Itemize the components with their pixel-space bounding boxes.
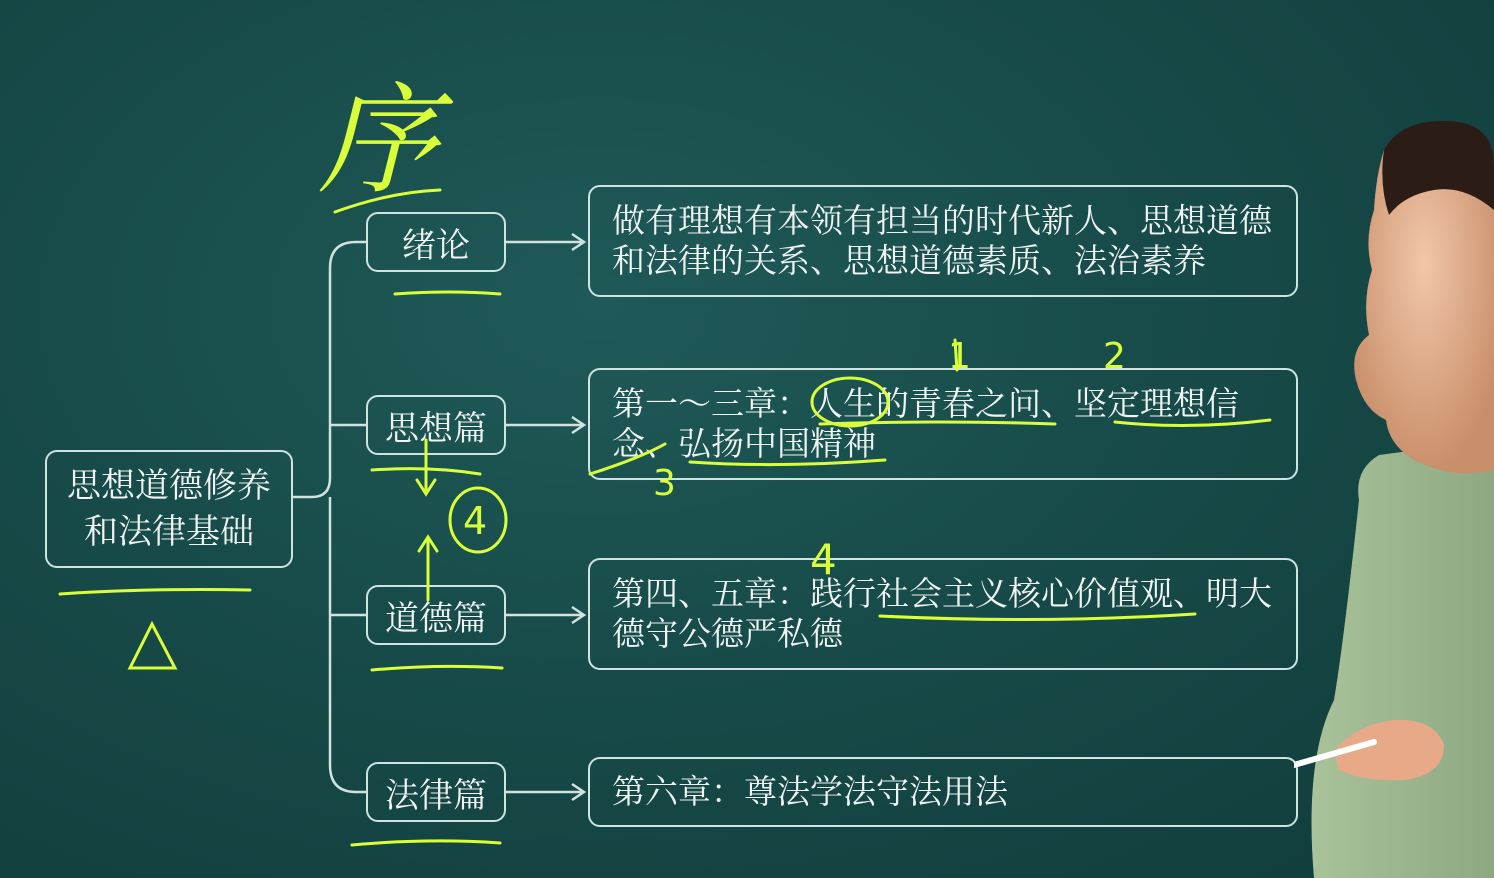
description-law: [588, 757, 1298, 827]
category-law: [366, 762, 506, 822]
category-intro: [366, 212, 506, 272]
triangle-mark: [130, 624, 175, 668]
description-morality: [588, 558, 1298, 670]
number-two: 2: [1103, 336, 1126, 377]
number-four: 4: [810, 535, 837, 584]
category-label: 绪论: [402, 225, 470, 266]
number-circle: [450, 488, 506, 552]
description-text: 第六章：尊法学法守法用法: [612, 772, 1008, 811]
morality-underline: [372, 666, 502, 670]
number-three: 3: [653, 463, 676, 504]
arrow-1: [506, 234, 584, 250]
title-underline: [60, 590, 250, 595]
presenter-figure: [1294, 0, 1494, 878]
circled-number-text: 4: [463, 499, 488, 543]
category-label: 思想篇: [385, 408, 487, 449]
thought-underline: [372, 469, 480, 474]
arrow-2: [506, 417, 584, 433]
category-label: 法律篇: [385, 775, 487, 816]
description-text: 第一～三章：人生的青春之问、坚定理想信念、弘扬中国精神: [612, 384, 1239, 463]
description-thought: [588, 368, 1298, 480]
description-text: 做有理想有本领有担当的时代新人、思想道德和法律的关系、思想道德素质、法治素养: [612, 201, 1272, 280]
vertical-tick: [955, 340, 957, 370]
law-underline: [352, 841, 500, 845]
category-morality: [366, 585, 506, 645]
description-intro: [588, 185, 1298, 297]
intro-underline: [395, 292, 500, 294]
intro-underline-top: [335, 190, 440, 212]
root-node: [45, 450, 293, 568]
handwritten-char: 序: [318, 72, 438, 211]
description-text: 第四、五章：践行社会主义核心价值观、明大德守公德严私德: [612, 574, 1272, 653]
root-connector: [293, 242, 366, 497]
root-label: 思想道德修养 和法律基础: [67, 466, 271, 552]
arrow-3: [506, 607, 584, 623]
number-one: 1: [948, 336, 971, 377]
arrow-4: [506, 784, 584, 800]
category-label: 道德篇: [385, 598, 487, 639]
category-thought: [366, 395, 506, 455]
